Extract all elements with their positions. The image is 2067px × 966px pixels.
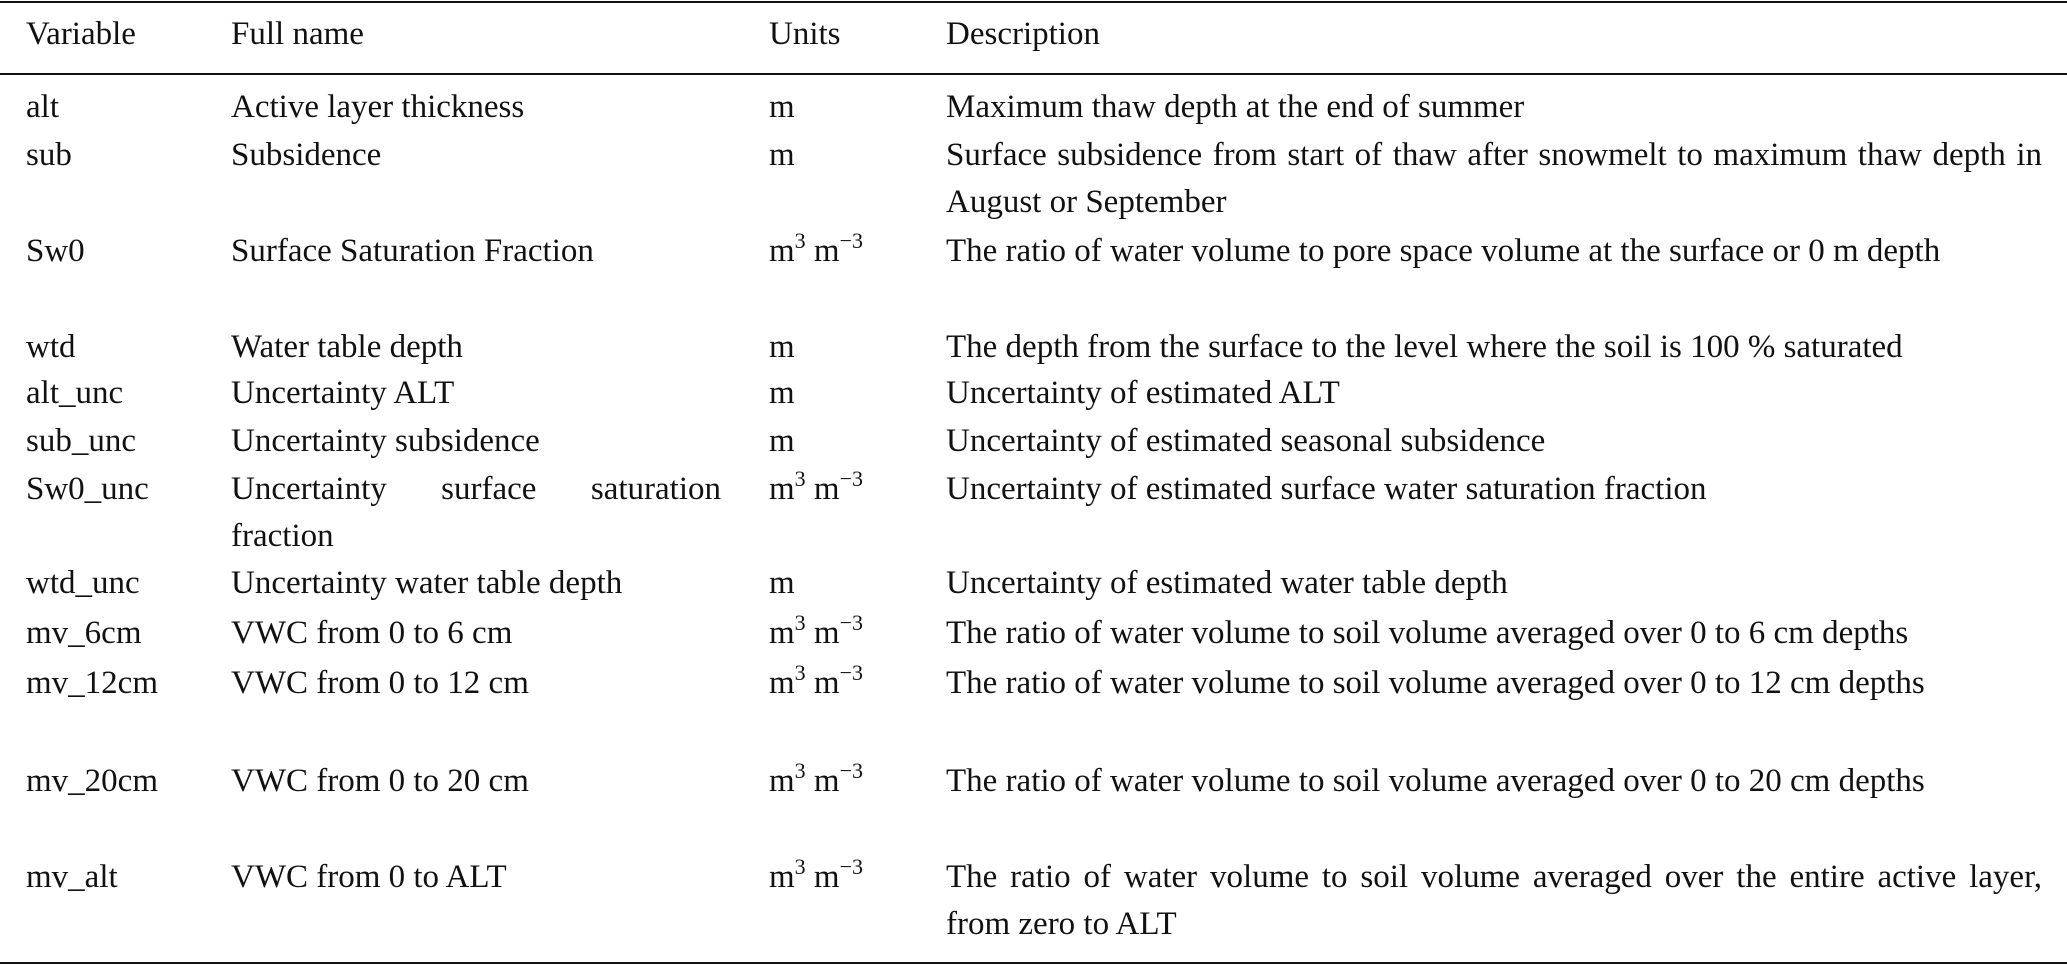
row-full-name: Uncertainty water table depth xyxy=(231,565,623,601)
header-variable: Variable xyxy=(26,16,136,52)
row-description: The ratio of water volume to soil volume averaged over 0 to 6 cm depths xyxy=(946,615,1909,651)
row-variable: wtd xyxy=(26,329,76,365)
row-full-name: VWC from 0 to 6 cm xyxy=(231,615,513,651)
row-units: m xyxy=(769,89,795,125)
row-units: $m^3$ $m^{-3}$ xyxy=(769,228,864,269)
row-description: The ratio of water volume to soil volume averaged over 0 to 12 cm depths xyxy=(946,665,1925,701)
row-variable: alt_unc xyxy=(26,375,124,411)
row-units: m xyxy=(769,423,795,459)
row-units: m xyxy=(769,375,795,411)
row-description: The depth from the surface to the level where the soil is 100 % saturated xyxy=(946,329,1903,365)
top-rule xyxy=(0,1,2067,3)
row-full-name: Active layer thickness xyxy=(231,89,525,125)
row-full-name: Surface Saturation Fraction xyxy=(231,233,594,269)
row-full-name: Uncertainty subsidence xyxy=(231,423,540,459)
row-full-name: VWC from 0 to ALT xyxy=(231,859,507,895)
row-variable: Sw0 xyxy=(26,233,85,269)
row-units: m xyxy=(769,565,795,601)
header-full-name: Full name xyxy=(231,16,364,52)
header-units: Units xyxy=(769,16,841,52)
row-units: $m^3$ $m^{-3}$ xyxy=(769,466,864,507)
row-full-name: Subsidence xyxy=(231,137,382,173)
row-units: $m^3$ $m^{-3}$ xyxy=(769,660,864,701)
row-description: The ratio of water volume to soil volume averaged over the entire active layer, from zero to ALT xyxy=(946,859,2042,942)
row-variable: sub xyxy=(26,137,72,173)
row-full-name: VWC from 0 to 12 cm xyxy=(231,665,529,701)
row-units: $m^3$ $m^{-3}$ xyxy=(769,758,864,799)
row-units: $m^3$ $m^{-3}$ xyxy=(769,854,864,895)
row-description: Maximum thaw depth at the end of summer xyxy=(946,89,1525,125)
header-rule xyxy=(0,73,2067,75)
row-full-name: Water table depth xyxy=(231,329,463,365)
row-description: Uncertainty of estimated water table depth xyxy=(946,565,1508,601)
row-full-name: Uncertainty surface saturation fraction xyxy=(231,471,721,554)
row-units: $m^3$ $m^{-3}$ xyxy=(769,610,864,651)
row-variable: mv_20cm xyxy=(26,763,158,799)
row-description: The ratio of water volume to pore space volume at the surface or 0 m depth xyxy=(946,233,1941,269)
header-description: Description xyxy=(946,16,1100,52)
row-variable: wtd_unc xyxy=(26,565,140,601)
row-description: Uncertainty of estimated surface water saturation fraction xyxy=(946,471,1707,507)
row-description: Uncertainty of estimated ALT xyxy=(946,375,1340,411)
row-variable: mv_12cm xyxy=(26,665,158,701)
row-full-name: VWC from 0 to 20 cm xyxy=(231,763,529,799)
row-variable: alt xyxy=(26,89,59,125)
bottom-rule xyxy=(0,962,2067,964)
row-variable: mv_alt xyxy=(26,859,118,895)
row-description: The ratio of water volume to soil volume averaged over 0 to 20 cm depths xyxy=(946,763,1925,799)
row-variable: Sw0_unc xyxy=(26,471,149,507)
row-full-name: Uncertainty ALT xyxy=(231,375,455,411)
row-description: Surface subsidence from start of thaw after snowmelt to maximum thaw depth in August or September xyxy=(946,137,2042,220)
row-variable: sub_unc xyxy=(26,423,136,459)
row-units: m xyxy=(769,137,795,173)
row-variable: mv_6cm xyxy=(26,615,142,651)
row-units: m xyxy=(769,329,795,365)
row-description: Uncertainty of estimated seasonal subsidence xyxy=(946,423,1546,459)
